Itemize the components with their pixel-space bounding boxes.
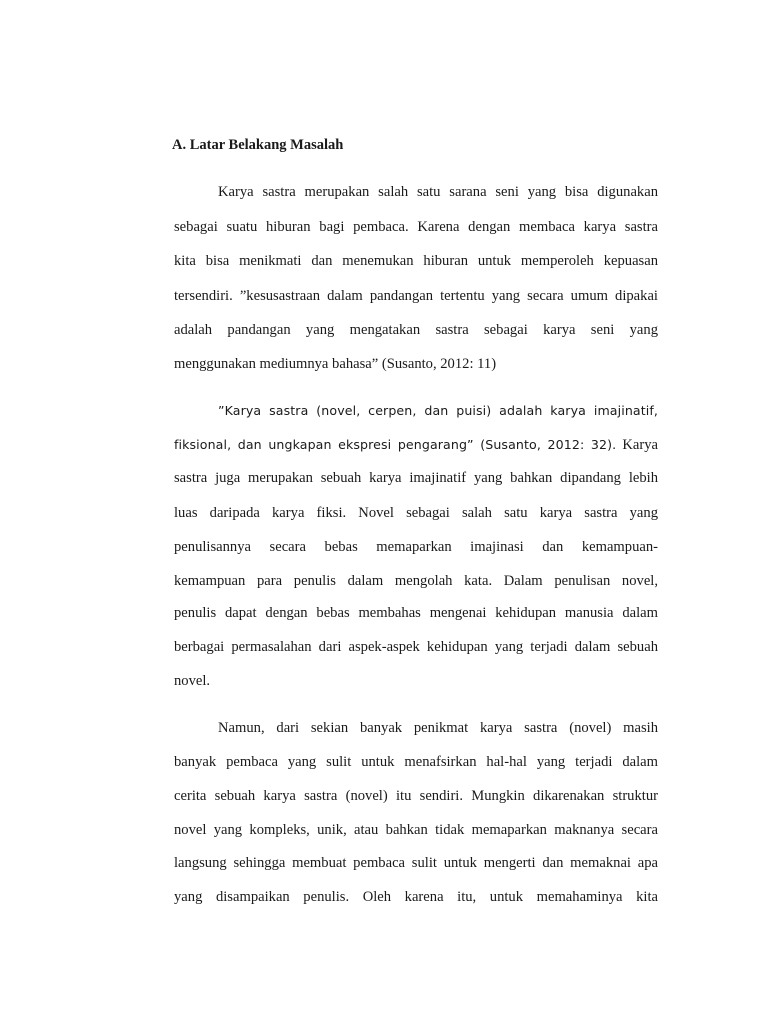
paragraph-2-line-3: sastra juga merupakan sebuah karya imajinatif yang bahkan dipandang lebih	[174, 470, 658, 486]
paragraph-2-line-2-tail: Karya	[622, 437, 658, 453]
paragraph-2-line-6: kemampuan para penulis dalam mengolah kata. Dalam penulisan novel,	[174, 573, 658, 589]
paragraph-2-line-8: berbagai permasalahan dari aspek-aspek kehidupan yang terjadi dalam sebuah	[174, 639, 658, 655]
paragraph-3-line-4: novel yang kompleks, unik, atau bahkan tidak memaparkan maknanya secara	[174, 822, 658, 838]
paragraph-1-line-6: menggunakan mediumnya bahasa” (Susanto, 2012: 11)	[174, 356, 497, 372]
paragraph-3-line-2: banyak pembaca yang sulit untuk menafsirkan hal-hal yang terjadi dalam	[174, 754, 658, 770]
paragraph-3-line-5: langsung sehingga membuat pembaca sulit untuk mengerti dan memaknai apa	[174, 855, 658, 871]
paragraph-1-line-4	[174, 286, 658, 306]
paragraph-2-line-2	[174, 435, 658, 455]
paragraph-3-line-3: cerita sebuah karya sastra (novel) itu sendiri. Mungkin dikarenakan struktur	[174, 788, 658, 804]
paragraph-2-line-2-quote: fiksional, dan ungkapan ekspresi pengarang” (Susanto, 2012: 32).	[174, 437, 617, 452]
paragraph-2-line-1: ”Karya sastra (novel, cerpen, dan puisi) adalah karya imajinatif,	[218, 403, 658, 418]
paragraph-1-line-5: adalah pandangan yang mengatakan sastra sebagai karya seni yang	[174, 322, 658, 338]
paragraph-3-line-6: yang disampaikan penulis. Oleh karena itu, untuk memahaminya kita	[174, 889, 658, 905]
paragraph-2-line-5: penulisannya secara bebas memaparkan imajinasi dan kemampuan-	[174, 539, 658, 555]
paragraph-1-line-1: Karya sastra merupakan salah satu sarana seni yang bisa digunakan	[218, 184, 658, 200]
paragraph-3-line-1: Namun, dari sekian banyak penikmat karya sastra (novel) masih	[218, 720, 658, 736]
paragraph-2-line-9: novel.	[174, 673, 211, 689]
paragraph-1-line-2: sebagai suatu hiburan bagi pembaca. Karena dengan membaca karya sastra	[174, 219, 658, 235]
paragraph-2-line-7: penulis dapat dengan bebas membahas mengenai kehidupan manusia dalam	[174, 605, 658, 621]
paragraph-1-line-4-text: tersendiri. ”kesusastraan dalam pandangan tertentu yang secara umum dipakai	[174, 288, 658, 304]
section-heading: A. Latar Belakang Masalah	[172, 137, 344, 153]
paragraph-1-line-3: kita bisa menikmati dan menemukan hiburan untuk memperoleh kepuasan	[174, 253, 658, 269]
paragraph-2-line-4: luas daripada karya fiksi. Novel sebagai salah satu karya sastra yang	[174, 505, 658, 521]
